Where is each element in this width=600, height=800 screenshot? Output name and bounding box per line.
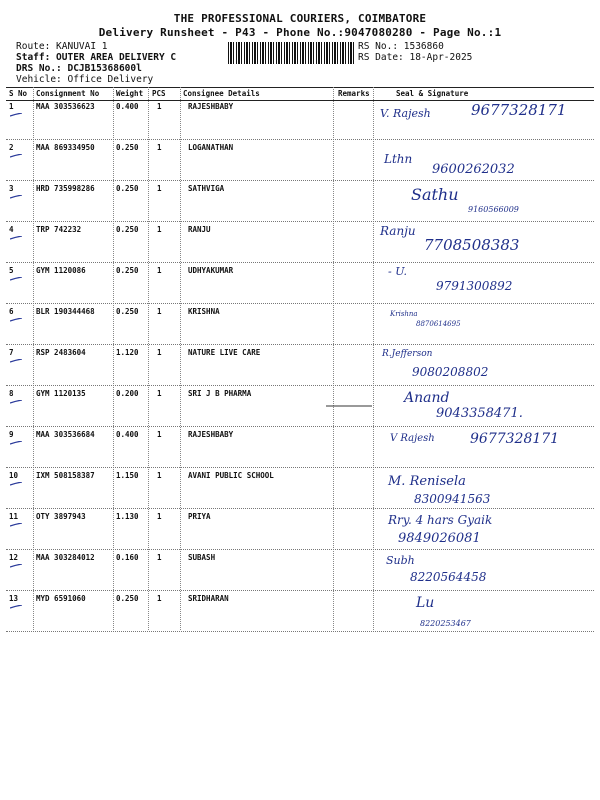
- signature-phone: 9849026081: [398, 531, 481, 546]
- row-consignee: LOGANATHAN: [188, 143, 234, 152]
- row-sno: 2: [9, 143, 14, 152]
- signature-name: M. Renisela: [388, 474, 466, 489]
- signature-phone: 9160566009: [468, 205, 519, 214]
- staff-label: Staff: OUTER AREA DELIVERY C: [16, 52, 177, 63]
- signature-name: V Rajesh: [390, 433, 435, 444]
- col-seal-signature: Seal & Signature: [396, 89, 469, 98]
- row-pcs: 1: [157, 594, 162, 603]
- signature-name: R.Jefferson: [382, 349, 433, 359]
- row-consignee: NATURE LIVE CARE: [188, 348, 261, 357]
- row-consignee: PRIYA: [188, 512, 211, 521]
- handwritten-signature: [376, 509, 591, 550]
- signature-name: Lu: [416, 595, 435, 611]
- row-pcs: 1: [157, 471, 162, 480]
- row-sno: 1: [9, 102, 14, 111]
- pen-tick-mark: [10, 195, 22, 199]
- signature-phone: 9600262032: [432, 162, 515, 177]
- signature-phone: 8220564458: [410, 570, 487, 584]
- handwritten-signature: [376, 345, 591, 386]
- row-consignment-no: HRD 735998286: [36, 184, 95, 193]
- row-weight: 0.400: [116, 430, 139, 439]
- row-weight: 1.120: [116, 348, 139, 357]
- row-consignment-no: TRP 742232: [36, 225, 82, 234]
- row-sno: 3: [9, 184, 14, 193]
- col-consignee: Consignee Details: [183, 89, 260, 98]
- pen-tick-mark: [10, 113, 22, 117]
- drs-label: DRS No.: DCJB15368600l: [16, 63, 142, 74]
- row-pcs: 1: [157, 143, 162, 152]
- signature-phone: 7708508383: [424, 236, 520, 254]
- row-consignment-no: MAA 869334950: [36, 143, 95, 152]
- table-row: [6, 99, 594, 140]
- row-consignee: RAJESHBABY: [188, 430, 234, 439]
- row-sno: 6: [9, 307, 14, 316]
- table-row: [6, 304, 594, 345]
- runsheet-subtitle: Delivery Runsheet - P43 - Phone No.:9047080280 - Page No.:1: [98, 26, 502, 39]
- row-consignment-no: IXM 508158387: [36, 471, 95, 480]
- row-pcs: 1: [157, 389, 162, 398]
- row-consignee: AVANI PUBLIC SCHOOL: [188, 471, 274, 480]
- row-consignment-no: GYM 1120086: [36, 266, 86, 275]
- row-sno: 12: [9, 553, 19, 562]
- handwritten-signature: [376, 99, 591, 140]
- row-divider: [6, 631, 594, 632]
- row-sno: 4: [9, 225, 14, 234]
- route-label: Route: KANUVAI 1: [16, 41, 108, 52]
- row-consignment-no: BLR 190344468: [36, 307, 95, 316]
- col-sno: S No: [9, 89, 28, 98]
- signature-name: Rry. 4 hars Gyaik: [388, 513, 493, 527]
- vehicle-label: Vehicle: Office Delivery: [16, 74, 154, 85]
- row-pcs: 1: [157, 307, 162, 316]
- handwritten-signature: [376, 263, 591, 304]
- row-consignment-no: MAA 303536623: [36, 102, 95, 111]
- signature-phone: 8220253467: [420, 619, 471, 628]
- row-weight: 0.250: [116, 184, 139, 193]
- row-consignee: RAJESHBABY: [188, 102, 234, 111]
- rs-date: RS Date: 18-Apr-2025: [358, 52, 473, 63]
- row-sno: 9: [9, 430, 14, 439]
- row-weight: 0.400: [116, 102, 139, 111]
- row-consignee: SRI J B PHARMA: [188, 389, 252, 398]
- signature-name: - U.: [388, 265, 407, 278]
- row-sno: 11: [9, 512, 19, 521]
- col-consignment: Consignment No: [36, 89, 100, 98]
- signature-phone: 9677328171: [471, 101, 567, 119]
- row-pcs: 1: [157, 553, 162, 562]
- company-title: THE PROFESSIONAL COURIERS, COIMBATORE: [173, 12, 427, 25]
- row-consignment-no: OTY 3897943: [36, 512, 86, 521]
- pen-tick-mark: [10, 236, 22, 240]
- row-pcs: 1: [157, 512, 162, 521]
- row-consignee: SUBASH: [188, 553, 216, 562]
- pen-tick-mark: [10, 400, 22, 404]
- row-weight: 0.250: [116, 307, 139, 316]
- row-consignment-no: RSP 2483604: [36, 348, 86, 357]
- row-weight: 0.160: [116, 553, 139, 562]
- row-pcs: 1: [157, 225, 162, 234]
- row-consignment-no: MAA 303284012: [36, 553, 95, 562]
- row-consignment-no: GYM 1120135: [36, 389, 86, 398]
- row-sno: 7: [9, 348, 14, 357]
- pen-tick-mark: [10, 523, 22, 527]
- remarks-pen-mark: [326, 404, 372, 408]
- signature-phone: 9677328171: [470, 431, 560, 447]
- pen-tick-mark: [10, 441, 22, 445]
- signature-name: Subh: [386, 554, 415, 567]
- signature-phone: 8300941563: [414, 492, 491, 506]
- row-consignment-no: MYD 6591060: [36, 594, 86, 603]
- row-weight: 0.250: [116, 225, 139, 234]
- row-pcs: 1: [157, 430, 162, 439]
- pen-tick-mark: [10, 318, 22, 322]
- row-weight: 0.250: [116, 143, 139, 152]
- row-weight: 0.200: [116, 389, 139, 398]
- row-pcs: 1: [157, 184, 162, 193]
- handwritten-signature: [376, 140, 591, 181]
- row-consignee: SATHVIGA: [188, 184, 225, 193]
- row-sno: 8: [9, 389, 14, 398]
- table-row: [6, 222, 594, 263]
- table-row: [6, 427, 594, 468]
- signature-name: Anand: [404, 390, 450, 406]
- table-row: [6, 345, 594, 386]
- signature-phone: 9080208802: [412, 365, 489, 379]
- handwritten-signature: [376, 468, 591, 509]
- pen-tick-mark: [10, 154, 22, 158]
- rs-number: RS No.: 1536860: [358, 41, 444, 52]
- signature-phone: 8870614695: [416, 320, 461, 328]
- pen-tick-mark: [10, 605, 22, 609]
- table-row: [6, 468, 594, 509]
- row-weight: 0.250: [116, 266, 139, 275]
- row-consignee: RANJU: [188, 225, 211, 234]
- pen-tick-mark: [10, 564, 22, 568]
- barcode: [228, 42, 354, 64]
- table-row: [6, 263, 594, 304]
- row-consignee: KRISHNA: [188, 307, 220, 316]
- handwritten-signature: [376, 181, 591, 222]
- table-row: [6, 591, 594, 632]
- row-consignment-no: MAA 303536684: [36, 430, 95, 439]
- pen-tick-mark: [10, 482, 22, 486]
- pen-tick-mark: [10, 277, 22, 281]
- pen-tick-mark: [10, 359, 22, 363]
- row-weight: 0.250: [116, 594, 139, 603]
- col-pcs: PCS: [152, 89, 166, 98]
- row-sno: 13: [9, 594, 19, 603]
- signature-name: Lthn: [384, 152, 413, 166]
- signature-phone: 9043358471.: [436, 406, 523, 421]
- table-row: [6, 386, 594, 427]
- signature-name: Krishna: [390, 310, 418, 318]
- handwritten-signature: [376, 550, 591, 591]
- table-row: [6, 140, 594, 181]
- row-pcs: 1: [157, 348, 162, 357]
- handwritten-signature: [376, 386, 591, 427]
- handwritten-signature: [376, 222, 591, 263]
- row-pcs: 1: [157, 102, 162, 111]
- signature-name: Sathu: [411, 185, 459, 204]
- table-row: [6, 509, 594, 550]
- row-sno: 5: [9, 266, 14, 275]
- table-row: [6, 181, 594, 222]
- signature-phone: 9791300892: [436, 279, 513, 293]
- col-remarks: Remarks: [338, 89, 370, 98]
- signature-name: V. Rajesh: [380, 107, 431, 120]
- handwritten-signature: [376, 304, 591, 345]
- row-pcs: 1: [157, 266, 162, 275]
- signature-name: Ranju: [380, 224, 416, 238]
- row-weight: 1.150: [116, 471, 139, 480]
- row-consignee: SRIDHARAN: [188, 594, 229, 603]
- handwritten-signature: [376, 591, 591, 632]
- row-sno: 10: [9, 471, 19, 480]
- row-weight: 1.130: [116, 512, 139, 521]
- col-weight: Weight: [116, 89, 144, 98]
- table-row: [6, 550, 594, 591]
- row-consignee: UDHYAKUMAR: [188, 266, 234, 275]
- handwritten-signature: [376, 427, 591, 468]
